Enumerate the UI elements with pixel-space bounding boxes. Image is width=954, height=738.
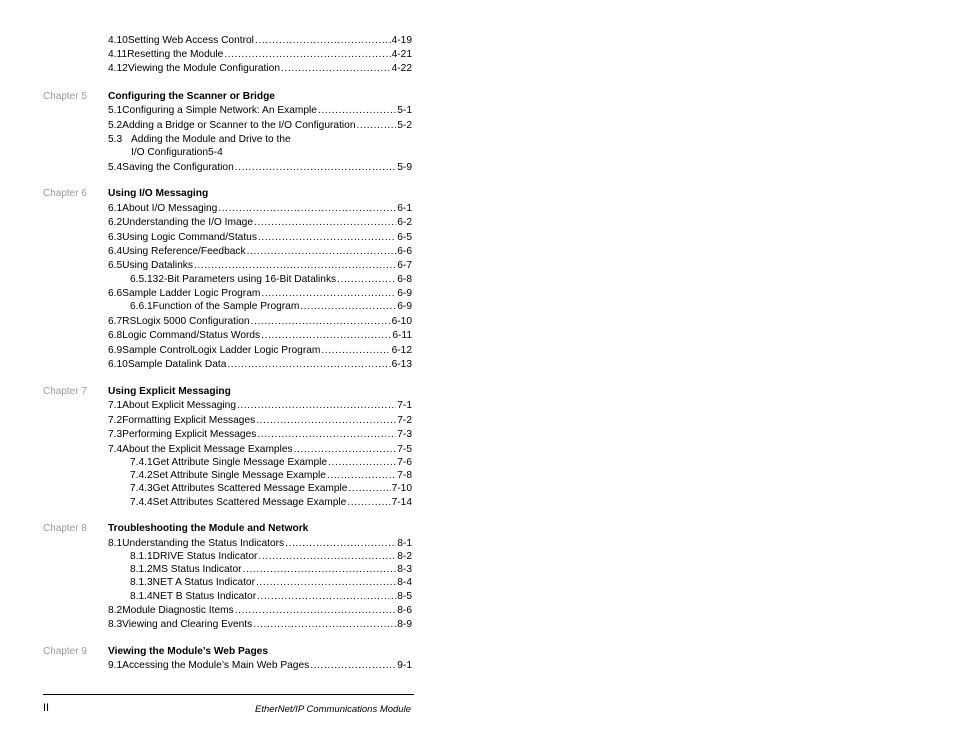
chapter-label: Chapter 7 bbox=[43, 386, 87, 397]
toc-leader-dots bbox=[261, 287, 396, 300]
toc-entry-number: 6.4 bbox=[108, 246, 123, 257]
toc-entry-title: Using Datalinks bbox=[122, 260, 193, 271]
toc-entry-title: RSLogix 5000 Configuration bbox=[122, 316, 250, 327]
toc-entry-number: 6.5 bbox=[108, 260, 123, 271]
toc-entry-page: 8-5 bbox=[397, 591, 412, 602]
toc-entry-number: 8.1.4 bbox=[130, 591, 153, 602]
toc-entry-number: 6.3 bbox=[108, 232, 123, 243]
toc-entry[interactable] bbox=[108, 659, 412, 672]
toc-entry-page: 4-22 bbox=[391, 63, 412, 74]
toc-entry-page: 6-2 bbox=[397, 217, 412, 228]
toc-entry[interactable] bbox=[108, 618, 412, 631]
toc-leader-dots bbox=[235, 604, 397, 617]
toc-entry-page: 6-7 bbox=[397, 260, 412, 271]
toc-entry-page: 7-6 bbox=[397, 457, 412, 468]
toc-entry[interactable] bbox=[108, 604, 412, 617]
toc-entry-number: 8.1 bbox=[108, 538, 123, 549]
toc-leader-dots bbox=[253, 618, 396, 631]
toc-entry-title: About I/O Messaging bbox=[122, 203, 218, 214]
toc-entry[interactable] bbox=[130, 300, 412, 313]
toc-entry-number: 6.7 bbox=[108, 316, 123, 327]
toc-entry[interactable] bbox=[130, 496, 412, 509]
toc-entry-page: 7-8 bbox=[397, 470, 412, 481]
toc-entry[interactable] bbox=[108, 399, 412, 412]
toc-entry-number: 8.1.2 bbox=[130, 564, 153, 575]
toc-entry[interactable] bbox=[108, 231, 412, 244]
toc-entry-number: 4.10 bbox=[108, 35, 128, 46]
toc-leader-dots bbox=[247, 245, 397, 258]
toc-entry-page: 8-9 bbox=[397, 619, 412, 630]
toc-leader-dots bbox=[237, 399, 396, 412]
toc-entry-title: Viewing and Clearing Events bbox=[122, 619, 253, 630]
toc-leader-dots bbox=[254, 216, 396, 229]
toc-entry-page: 4-21 bbox=[391, 49, 412, 60]
toc-entry[interactable] bbox=[130, 469, 412, 482]
toc-entry-title: Accessing the Module’s Main Web Pages bbox=[122, 660, 310, 671]
toc-entry-title: Sample Ladder Logic Program bbox=[122, 288, 261, 299]
toc-entry[interactable] bbox=[108, 202, 412, 215]
toc-entry-number: 6.9 bbox=[108, 345, 123, 356]
toc-leader-dots bbox=[294, 443, 397, 456]
footer-rule bbox=[43, 694, 414, 695]
toc-entry-page: 7-5 bbox=[397, 444, 412, 455]
toc-entry-number: 6.5.1 bbox=[130, 274, 153, 285]
toc-entry-title: Adding a Bridge or Scanner to the I/O Configuration bbox=[122, 120, 356, 131]
toc-entry-number: 7.4.3 bbox=[130, 483, 153, 494]
toc-entry-page: 5-9 bbox=[397, 162, 412, 173]
toc-entry-page: 5-2 bbox=[397, 120, 412, 131]
toc-entry-page: 8-2 bbox=[397, 551, 412, 562]
toc-entry[interactable] bbox=[108, 414, 412, 427]
toc-entry-page: 5-1 bbox=[397, 105, 412, 116]
toc-entry-title: Logic Command/Status Words bbox=[122, 330, 261, 341]
toc-entry-number: 7.4.4 bbox=[130, 497, 153, 508]
toc-entry-page: 8-4 bbox=[397, 577, 412, 588]
toc-leader-dots bbox=[258, 550, 396, 563]
chapter-label: Chapter 9 bbox=[43, 646, 87, 657]
toc-entry-number: 5.2 bbox=[108, 120, 123, 131]
toc-entry-title: About the Explicit Message Examples bbox=[122, 444, 293, 455]
toc-entry-title: MS Status Indicator bbox=[152, 564, 242, 575]
toc-entry-page: 7-2 bbox=[397, 415, 412, 426]
toc-leader-dots bbox=[310, 659, 396, 672]
toc-entry-page: 6-12 bbox=[391, 345, 412, 356]
chapter-label: Chapter 6 bbox=[43, 188, 87, 199]
toc-entry[interactable] bbox=[108, 428, 412, 441]
footer-page-number: II bbox=[43, 702, 50, 714]
toc-entry[interactable] bbox=[108, 287, 412, 300]
toc-entry-title: Set Attribute Single Message Example bbox=[152, 470, 326, 481]
toc-entry-number: 4.12 bbox=[108, 63, 128, 74]
toc-entry-title: NET B Status Indicator bbox=[152, 591, 257, 602]
toc-entry-number: 6.10 bbox=[108, 359, 128, 370]
toc-entry[interactable] bbox=[108, 216, 412, 229]
toc-entry[interactable] bbox=[130, 563, 412, 576]
chapter-label: Chapter 5 bbox=[43, 91, 87, 102]
toc-leader-dots bbox=[337, 273, 396, 286]
toc-entry-number: 7.4 bbox=[108, 444, 123, 455]
toc-entry-number: 4.11 bbox=[108, 49, 128, 60]
toc-entry-page: 8-1 bbox=[397, 538, 412, 549]
toc-entry[interactable] bbox=[108, 315, 412, 328]
toc-leader-dots bbox=[285, 537, 396, 550]
toc-entry-title: Sample Datalink Data bbox=[127, 359, 227, 370]
toc-entry-page: 6-9 bbox=[397, 301, 412, 312]
toc-entry[interactable] bbox=[130, 590, 412, 603]
toc-entry-page: 9-1 bbox=[397, 660, 412, 671]
toc-entry-page: 8-3 bbox=[397, 564, 412, 575]
toc-entry-number: 5.4 bbox=[108, 162, 123, 173]
toc-leader-dots bbox=[218, 202, 396, 215]
toc-leader-dots bbox=[318, 104, 396, 117]
toc-entry-title: Get Attribute Single Message Example bbox=[152, 457, 328, 468]
toc-entry-page: 6-5 bbox=[397, 232, 412, 243]
toc-entry-page: 6-11 bbox=[392, 330, 412, 341]
toc-leader-dots bbox=[347, 496, 390, 509]
toc-entry-number: 9.1 bbox=[108, 660, 123, 671]
toc-entry-number: 8.3 bbox=[108, 619, 123, 630]
toc-entry-title: Performing Explicit Messages bbox=[122, 429, 257, 440]
toc-entry-number: 7.4.2 bbox=[130, 470, 153, 481]
toc-leader-dots bbox=[261, 329, 391, 342]
toc-leader-dots bbox=[258, 231, 396, 244]
toc-entry-page: 7-14 bbox=[391, 497, 412, 508]
toc-entry-number: 7.1 bbox=[108, 400, 123, 411]
toc-leader-dots bbox=[227, 358, 390, 371]
toc-entry[interactable] bbox=[108, 259, 412, 272]
toc-entry-title: DRIVE Status Indicator bbox=[152, 551, 258, 562]
toc-entry-page: 7-3 bbox=[397, 429, 412, 440]
toc-entry[interactable] bbox=[130, 456, 412, 469]
toc-leader-dots bbox=[224, 48, 390, 61]
toc-entry-title: Get Attributes Scattered Message Example bbox=[152, 483, 348, 494]
toc-entry[interactable] bbox=[108, 133, 412, 146]
footer-document-title: EtherNet/IP Communications Module bbox=[255, 704, 411, 715]
chapter-title: Troubleshooting the Module and Network bbox=[108, 523, 309, 534]
toc-leader-dots bbox=[235, 161, 397, 174]
toc-entry-page: 6-13 bbox=[391, 359, 412, 370]
toc-entry-page: 6-9 bbox=[397, 288, 412, 299]
toc-entry[interactable] bbox=[108, 344, 412, 357]
toc-entry-page: 4-19 bbox=[391, 35, 412, 46]
toc-entry-number: 6.6 bbox=[108, 288, 123, 299]
toc-entry[interactable] bbox=[108, 104, 412, 117]
toc-entry-title: Understanding the I/O Image bbox=[122, 217, 253, 228]
toc-entry[interactable] bbox=[108, 146, 412, 159]
chapter-title: Viewing the Module’s Web Pages bbox=[108, 646, 269, 657]
toc-entry[interactable] bbox=[108, 443, 412, 456]
toc-entry-number: 8.2 bbox=[108, 605, 123, 616]
toc-entry-title: Module Diagnostic Items bbox=[122, 605, 234, 616]
toc-entry-title: Set Attributes Scattered Message Example bbox=[152, 497, 347, 508]
toc-entry[interactable] bbox=[130, 482, 412, 495]
toc-entry[interactable] bbox=[108, 34, 412, 47]
toc-entry-page: 7-10 bbox=[391, 483, 412, 494]
toc-leader-dots bbox=[281, 62, 391, 75]
toc-entry-title: Saving the Configuration bbox=[122, 162, 234, 173]
toc-entry-title: NET A Status Indicator bbox=[152, 577, 255, 588]
toc-leader-dots bbox=[300, 300, 396, 313]
toc-entry-page: 6-8 bbox=[397, 274, 412, 285]
toc-entry-title: Viewing the Module Configuration bbox=[127, 63, 280, 74]
toc-entry-number: 6.6.1 bbox=[130, 301, 153, 312]
toc-entry[interactable] bbox=[108, 329, 412, 342]
toc-entry-number: 6.1 bbox=[108, 203, 123, 214]
toc-entry-title: Using Logic Command/Status bbox=[122, 232, 257, 243]
toc-entry-number: 6.2 bbox=[108, 217, 123, 228]
toc-leader-dots bbox=[251, 315, 391, 328]
chapter-label: Chapter 8 bbox=[43, 523, 87, 534]
toc-leader-dots bbox=[256, 414, 396, 427]
toc-entry-title: Using Reference/Feedback bbox=[122, 246, 246, 257]
toc-entry-number: 8.1.1 bbox=[130, 551, 153, 562]
toc-entry-title: 32-Bit Parameters using 16-Bit Datalinks bbox=[152, 274, 337, 285]
toc-entry[interactable] bbox=[108, 119, 412, 132]
toc-entry[interactable] bbox=[108, 358, 412, 371]
toc-leader-dots bbox=[357, 119, 397, 132]
toc-entry-title: Understanding the Status Indicators bbox=[122, 538, 285, 549]
toc-entry-title: Sample ControlLogix Ladder Logic Program bbox=[122, 345, 321, 356]
toc-entry-title: Setting Web Access Control bbox=[127, 35, 254, 46]
toc-entry[interactable] bbox=[108, 48, 412, 61]
toc-entry-title: Adding the Module and Drive to the bbox=[131, 134, 291, 145]
toc-entry-title: Resetting the Module bbox=[127, 49, 224, 60]
toc-leader-dots bbox=[327, 469, 396, 482]
toc-entry[interactable] bbox=[108, 62, 412, 75]
toc-entry-page: 6-6 bbox=[397, 246, 412, 257]
toc-entry[interactable] bbox=[108, 537, 412, 550]
chapter-title: Using I/O Messaging bbox=[108, 188, 209, 199]
toc-leader-dots bbox=[257, 590, 396, 603]
toc-entry-page: 8-6 bbox=[397, 605, 412, 616]
toc-entry-number: 6.8 bbox=[108, 330, 123, 341]
chapter-title: Configuring the Scanner or Bridge bbox=[108, 91, 275, 102]
toc-entry-number: 5.3 bbox=[108, 134, 123, 145]
toc-entry[interactable] bbox=[130, 576, 412, 589]
toc-entry[interactable] bbox=[108, 161, 412, 174]
toc-entry-number: 7.4.1 bbox=[130, 457, 153, 468]
toc-leader-dots bbox=[255, 34, 391, 47]
toc-entry-title: Function of the Sample Program bbox=[152, 301, 300, 312]
toc-entry[interactable] bbox=[130, 273, 412, 286]
toc-entry-page: 6-1 bbox=[397, 203, 412, 214]
toc-entry-number: 8.1.3 bbox=[130, 577, 153, 588]
toc-entry-page: 6-10 bbox=[391, 316, 412, 327]
toc-entry-title: About Explicit Messaging bbox=[122, 400, 236, 411]
toc-entry-number: 7.2 bbox=[108, 415, 123, 426]
toc-entry-number: 7.3 bbox=[108, 429, 123, 440]
toc-leader-dots bbox=[243, 563, 397, 576]
toc-entry[interactable] bbox=[130, 550, 412, 563]
toc-entry-page: 7-1 bbox=[397, 400, 412, 411]
toc-entry-title: I/O Configuration5-4 bbox=[131, 147, 223, 158]
toc-leader-dots bbox=[348, 482, 390, 495]
toc-entry-title: Configuring a Simple Network: An Example bbox=[122, 105, 317, 116]
toc-leader-dots bbox=[194, 259, 396, 272]
toc-leader-dots bbox=[256, 576, 396, 589]
toc-entry[interactable] bbox=[108, 245, 412, 258]
toc-leader-dots bbox=[257, 428, 396, 441]
toc-leader-dots bbox=[328, 456, 396, 469]
toc-leader-dots bbox=[321, 344, 390, 357]
toc-entry-number: 5.1 bbox=[108, 105, 123, 116]
chapter-title: Using Explicit Messaging bbox=[108, 386, 231, 397]
toc-entry-title: Formatting Explicit Messages bbox=[122, 415, 256, 426]
